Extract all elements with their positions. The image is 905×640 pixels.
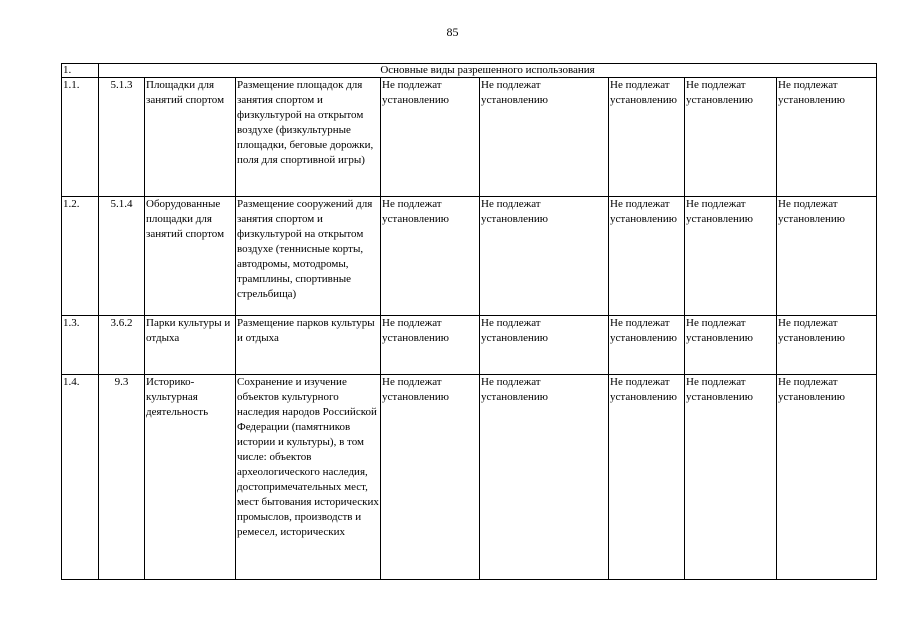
parameter-5: Не подлежат установлению: [777, 316, 877, 375]
use-name: Оборудованные площадки для занятий спортом: [145, 197, 236, 316]
parameter-1: Не подлежат установлению: [381, 375, 480, 580]
section-title: Основные виды разрешенного использования: [99, 64, 877, 78]
row-number: 1.4.: [62, 375, 99, 580]
parameter-5: Не подлежат установлению: [777, 78, 877, 197]
parameter-1: Не подлежат установлению: [381, 316, 480, 375]
use-code: 5.1.4: [99, 197, 145, 316]
table-row: [62, 375, 877, 580]
parameter-2: Не подлежат установлению: [480, 78, 609, 197]
table-row: [62, 316, 877, 375]
use-code: 9.3: [99, 375, 145, 580]
parameter-4: Не подлежат установлению: [685, 78, 777, 197]
parameter-3: Не подлежат установлению: [609, 375, 685, 580]
parameter-5: Не подлежат установлению: [777, 375, 877, 580]
use-code: 5.1.3: [99, 78, 145, 197]
use-description: Размещение парков культуры и отдыха: [236, 316, 381, 375]
row-number: 1.2.: [62, 197, 99, 316]
row-number: 1.3.: [62, 316, 99, 375]
section-number: 1.: [62, 64, 99, 78]
parameter-3: Не подлежат установлению: [609, 78, 685, 197]
parameter-2: Не подлежат установлению: [480, 197, 609, 316]
use-description: Размещение площадок для занятия спортом и физкультурой на открытом воздухе (физкультурные площадки, беговые дорожки, поля для спортивной игры): [236, 78, 381, 197]
section-header-row: [62, 64, 877, 78]
parameter-4: Не подлежат установлению: [685, 316, 777, 375]
parameter-2: Не подлежат установлению: [480, 375, 609, 580]
parameter-1: Не подлежат установлению: [381, 78, 480, 197]
parameter-3: Не подлежат установлению: [609, 316, 685, 375]
use-description: Размещение сооружений для занятия спортом и физкультурой на открытом воздухе (теннисные корты, автодромы, мотодромы, трамплины, спортивные стрельбища): [236, 197, 381, 316]
parameter-2: Не подлежат установлению: [480, 316, 609, 375]
parameter-1: Не подлежат установлению: [381, 197, 480, 316]
table-row: [62, 197, 877, 316]
table-row: [62, 78, 877, 197]
land-use-table: [61, 63, 877, 580]
parameter-5: Не подлежат установлению: [777, 197, 877, 316]
parameter-4: Не подлежат установлению: [685, 197, 777, 316]
use-code: 3.6.2: [99, 316, 145, 375]
parameter-4: Не подлежат установлению: [685, 375, 777, 580]
parameter-3: Не подлежат установлению: [609, 197, 685, 316]
row-number: 1.1.: [62, 78, 99, 197]
use-name: Историко-культурная деятельность: [145, 375, 236, 580]
use-name: Площадки для занятий спортом: [145, 78, 236, 197]
use-description: Сохранение и изучение объектов культурного наследия народов Российской Федерации (памятников истории и культуры), в том числе: объектов археологического наследия, достопримечательных мест, мест бытования исторических промыслов, производств и ремесел, исторических: [236, 375, 381, 580]
page-number: 85: [446, 25, 459, 39]
use-name: Парки культуры и отдыха: [145, 316, 236, 375]
